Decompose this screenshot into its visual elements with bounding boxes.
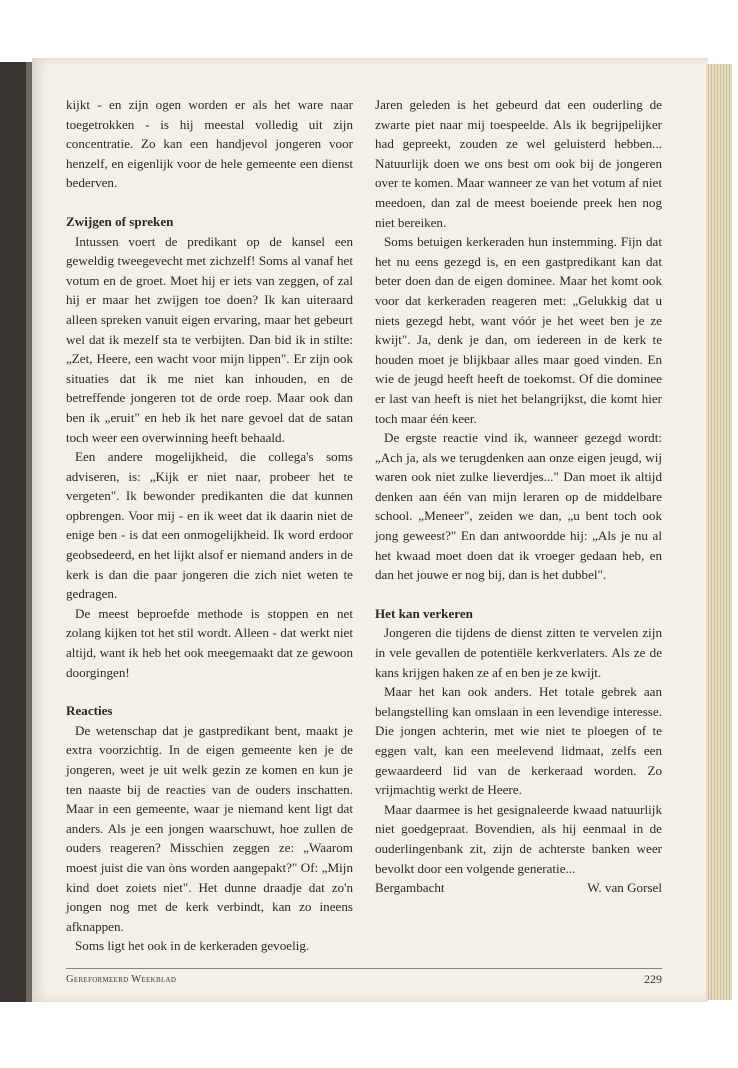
paragraph: Maar het kan ook anders. Het totale gebrek aan belangstelling kan omslaan in een levendige interesse. Die jongen achterin, met wie niet te ploegen of te eggen valt, kan een meelevend lidmaat, zelfs een gewaardeerd lid van de kerkeraad worden. Zo vrijmachtig werkt de Heere. [375,684,662,798]
paragraph: De ergste reactie vind ik, wanneer gezegd wordt: „Ach ja, als we terugdenken aan onze eigen jeugd, wij waren ook niet zulke lieverdjes..." Dan moet ik altijd denken aan één van mijn leraren op de middelbare school. „Meneer", zeiden we dan, „u bent toch ook jong geweest?" En dan antwoordde hij: „Als je nu al het kwaad moet doen dat ik vroeger gedaan heb, en dan het jouwe er nog bij, dan is het dubbel". [375,430,662,583]
paragraph: Soms ligt het ook in de kerkeraden gevoelig. [75,938,310,954]
intro-paragraph: kijkt - en zijn ogen worden er als het ware naar toegetrokken - is hij meestal volledig uit zijn concentratie. Zo kan een handjevol jongeren voor henzelf, en eigenlijk voor de hele gemeente een dienst bederven. [66,97,353,191]
signoff-author: W. van Gorsel [587,880,662,896]
paragraph: De wetenschap dat je gastpredikant bent, maakt je extra voorzichtig. In de eigen gemeente ken je de jongeren, weet je uit welk gezin ze komen en kun je ten naaste bij de reacties van de ouders inschatten. Maar in een gemeente, waar je niemand kent ligt dat anders. Als je een jongen waarschuwt, hoe zullen de ouders reageren? Misschien zeggen ze: „Waarom moest juist die van òns worden aangepakt?" Of: „Mijn kind doet zoiets niet". Het dunne draadje dat zo'n jongen nog met de kerk verbindt, kan zo ineens afknappen. [66,722,353,934]
footer-rule [66,968,662,969]
paragraph: Jongeren die tijdens de dienst zitten te vervelen zijn in vele gevallen de potentiële kerkverlaters. Als ze de kans krijgen haken ze af en ben je ze kwijt. [375,625,662,680]
publication-name: Gereformeerd Weekblad [66,974,177,985]
paragraph: De meest beproefde methode is stoppen en net zolang kijken tot het stil wordt. Alleen - dat werkt niet altijd, want ik heb het ook meegemaakt dat ze gewoon doorgingen! [66,605,353,680]
left-column [66,95,353,956]
signoff [375,878,662,898]
paragraph: Maar daarmee is het gesignaleerde kwaad natuurlijk niet goedgepraat. Bovendien, als hij eenmaal in de ouderlingenbank zit, zijn de achterste banken weer bevolkt door een volgende generatie... [375,801,662,876]
paragraph: Soms betuigen kerkeraden hun instemming. Fijn dat het nu eens gezegd is, en een gastpredikant kan dat beter doen dan de eigen dominee. Maar het komt ook voor dat kerkeraden reageren met: „Gelukkig dat u niets gezegd hebt, want vóór je het weet ben je ze kwijt". Ja, denk je dan, om iedereen in de kerk te houden moet je blijkbaar alles maar goed vinden. En wie de jeugd heeft heeft de toekomst. Of die dominee er last van heeft is niet het belangrijkst, die komt hier toch maar één keer. [375,234,662,426]
right-column [375,95,662,898]
page-number: 229 [644,972,662,986]
paragraph: Een andere mogelijkheid, die collega's soms adviseren, is: „Kijk er niet naar, probeer het te vergeten". Ik bewonder predikanten die dat kunnen opbrengen. Voor mij - en ik weet dat ik daarin niet de enige ben - is dat een onmogelijkheid. Ik word erdoor geobsedeerd, en het lijkt alsof er niemand anders in de kerk is dan die paar jongeren die zich niet weten te gedragen. [66,449,353,602]
paragraph: Jaren geleden is het gebeurd dat een ouderling de zwarte piet naar mij toespeelde. Als ik begrijpelijker had gepreekt, zouden ze wel geluisterd hebben... Natuurlijk doen we ons best om ook bij de jongeren over te komen. Maar wanneer ze van het votum af niet meedoen, dan zal de meest boeiende preek hen nog niet bereiken. [375,97,662,230]
section-heading-reacties: Reacties [66,703,113,719]
paragraph: Intussen voert de predikant op de kansel een geweldig tweegevecht met zichzelf! Soms al vanaf het votum en de groet. Moet hij er iets van zeggen, of zal hij er maar het zwijgen toe doen? Ik kan uiteraard alleen spreken vanuit eigen ervaring, maar het gebeurt wel dat ik mezelf sta te verbijten. Dan bid ik in stilte: „Zet, Heere, een wacht voor mijn lippen". Er zijn ook situaties dat ik me niet kan inhouden, en de betreffende jongeren tot de orde roep. Maar ook dan ben ik „eruit" en heb ik het nare gevoel dat de satan toch weer een overwinning heeft behaald. [66,233,353,445]
section-heading-verkeren: Het kan verkeren [375,605,473,621]
page-edge-stack [706,64,732,1000]
section-heading-zwijgen: Zwijgen of spreken [66,213,174,229]
signoff-place: Bergambacht [375,880,445,896]
